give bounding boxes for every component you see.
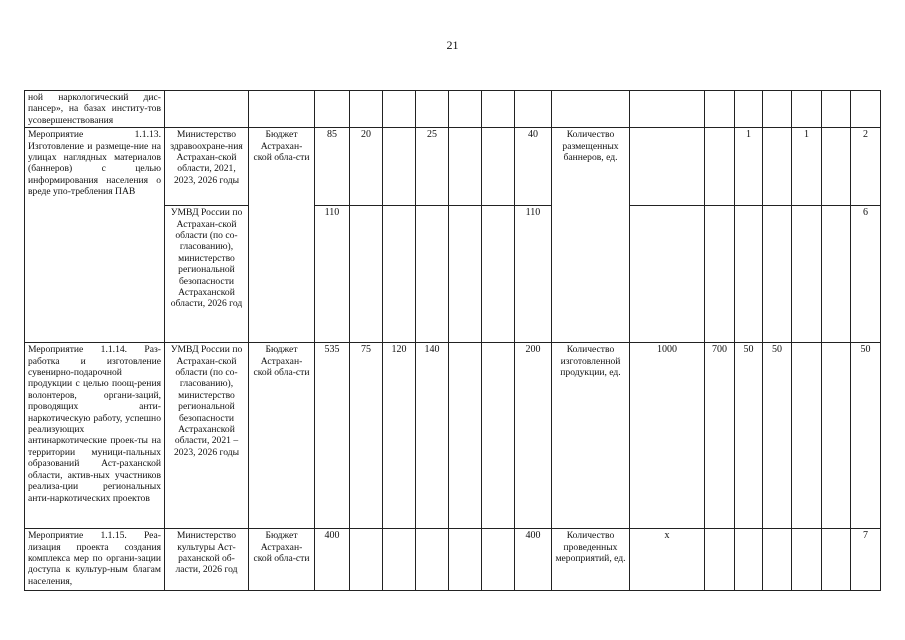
target-cell xyxy=(851,91,881,128)
funding-year-cell xyxy=(482,128,515,206)
target-cell xyxy=(792,343,822,529)
target-cell xyxy=(822,91,851,128)
target-cell xyxy=(735,206,763,343)
funding-year-cell: 200 xyxy=(515,343,552,529)
funding-year-cell: 75 xyxy=(350,343,383,529)
activity-description: Мероприятие 1.1.14. Раз-работка и изготовление сувенирно-подарочной продукции с целью поощ-рения волонтеров, органи-заций, проводящих анти-наркотическую работу, успешно реализующих антинаркотические проек-ты на территории муници-пальных образований Аст-раханской области, актив-ных участников реализа-ции региональных анти-наркотических проектов xyxy=(25,343,165,529)
funding-total-cell: 400 xyxy=(315,529,350,591)
funding-year-cell xyxy=(383,206,416,343)
funding-total-cell: 535 xyxy=(315,343,350,529)
target-cell xyxy=(630,206,705,343)
funding-year-cell xyxy=(383,128,416,206)
executor-cell: УМВД России по Астрахан-ской области (по со-гласованию), министерство региональной безопасности Астраханской области, 2021 – 2023, 2026 годы xyxy=(165,343,249,529)
target-cell xyxy=(822,206,851,343)
table-row xyxy=(25,128,881,206)
target-cell: 700 xyxy=(705,343,735,529)
indicator-cell: Количество проведенных мероприятий, ед. xyxy=(552,529,630,591)
funding-total-cell xyxy=(315,91,350,128)
funding-year-cell xyxy=(449,91,482,128)
funding-year-cell xyxy=(350,529,383,591)
indicator-cell xyxy=(552,91,630,128)
indicator-cell: Количество размещенных баннеров, ед. xyxy=(552,128,630,343)
funding-year-cell xyxy=(416,529,449,591)
funding-source-cell: Бюджет Астрахан-ской обла-сти xyxy=(249,529,315,591)
executor-cell xyxy=(165,91,249,128)
target-cell xyxy=(763,529,792,591)
funding-source-cell xyxy=(249,91,315,128)
indicator-cell: Количество изготовленной продукции, ед. xyxy=(552,343,630,529)
target-cell: 2 xyxy=(851,128,881,206)
funding-year-cell xyxy=(482,206,515,343)
table-row xyxy=(25,343,881,529)
funding-year-cell: 25 xyxy=(416,128,449,206)
page-number: 21 xyxy=(446,38,459,52)
funding-year-cell: 110 xyxy=(515,206,552,343)
funding-year-cell: 20 xyxy=(350,128,383,206)
target-cell xyxy=(822,128,851,206)
target-cell xyxy=(763,91,792,128)
target-cell: 6 xyxy=(851,206,881,343)
target-cell xyxy=(763,128,792,206)
funding-year-cell xyxy=(350,206,383,343)
table-row xyxy=(25,91,881,128)
table-row xyxy=(25,529,881,591)
target-cell: 1 xyxy=(792,128,822,206)
activity-description: ной наркологический дис-пансер», на базах институ-тов усовершенствования xyxy=(25,91,165,128)
target-cell: 50 xyxy=(763,343,792,529)
executor-cell: УМВД России по Астрахан-ской области (по со-гласованию), министерство региональной безопасности Астраханской области, 2026 год xyxy=(165,206,249,343)
funding-total-cell: 110 xyxy=(315,206,350,343)
funding-year-cell xyxy=(482,343,515,529)
target-cell xyxy=(735,529,763,591)
funding-total-cell: 85 xyxy=(315,128,350,206)
funding-year-cell xyxy=(416,91,449,128)
activity-description: Мероприятие 1.1.15. Реа-лизация проекта создания комплекса мер по органи-зации доступа к культур-ным благам населения, xyxy=(25,529,165,591)
target-cell xyxy=(822,529,851,591)
funding-year-cell xyxy=(449,206,482,343)
target-cell xyxy=(705,206,735,343)
funding-year-cell xyxy=(416,206,449,343)
funding-year-cell: 120 xyxy=(383,343,416,529)
target-cell xyxy=(630,91,705,128)
executor-cell: Министерство культуры Аст-раханской об-ласти, 2026 год xyxy=(165,529,249,591)
target-cell xyxy=(763,206,792,343)
program-activities-table xyxy=(24,90,881,591)
target-cell xyxy=(792,206,822,343)
target-cell: 1000 xyxy=(630,343,705,529)
funding-year-cell xyxy=(449,128,482,206)
funding-year-cell: 140 xyxy=(416,343,449,529)
target-cell xyxy=(705,91,735,128)
funding-year-cell xyxy=(482,91,515,128)
funding-year-cell: 40 xyxy=(515,128,552,206)
funding-year-cell xyxy=(350,91,383,128)
target-cell xyxy=(705,128,735,206)
funding-year-cell xyxy=(482,529,515,591)
funding-year-cell xyxy=(383,91,416,128)
target-cell: 7 xyxy=(851,529,881,591)
target-cell: 50 xyxy=(851,343,881,529)
funding-year-cell: 400 xyxy=(515,529,552,591)
funding-year-cell xyxy=(449,529,482,591)
executor-cell: Министерство здравоохране-ния Астрахан-ской области, 2021, 2023, 2026 годы xyxy=(165,128,249,206)
target-cell xyxy=(792,91,822,128)
target-cell xyxy=(792,529,822,591)
activity-description: Мероприятие 1.1.13. Изготовление и размеще-ние на улицах наглядных материалов (баннеров) с целью информирования населения о вреде упо-требления ПАВ xyxy=(25,128,165,343)
funding-year-cell xyxy=(515,91,552,128)
target-cell xyxy=(705,529,735,591)
funding-source-cell: Бюджет Астрахан-ской обла-сти xyxy=(249,128,315,343)
target-cell: 1 xyxy=(735,128,763,206)
target-cell: 50 xyxy=(735,343,763,529)
funding-year-cell xyxy=(449,343,482,529)
funding-year-cell xyxy=(383,529,416,591)
target-cell: х xyxy=(630,529,705,591)
target-cell xyxy=(822,343,851,529)
target-cell xyxy=(735,91,763,128)
funding-source-cell: Бюджет Астрахан-ской обла-сти xyxy=(249,343,315,529)
target-cell xyxy=(630,128,705,206)
